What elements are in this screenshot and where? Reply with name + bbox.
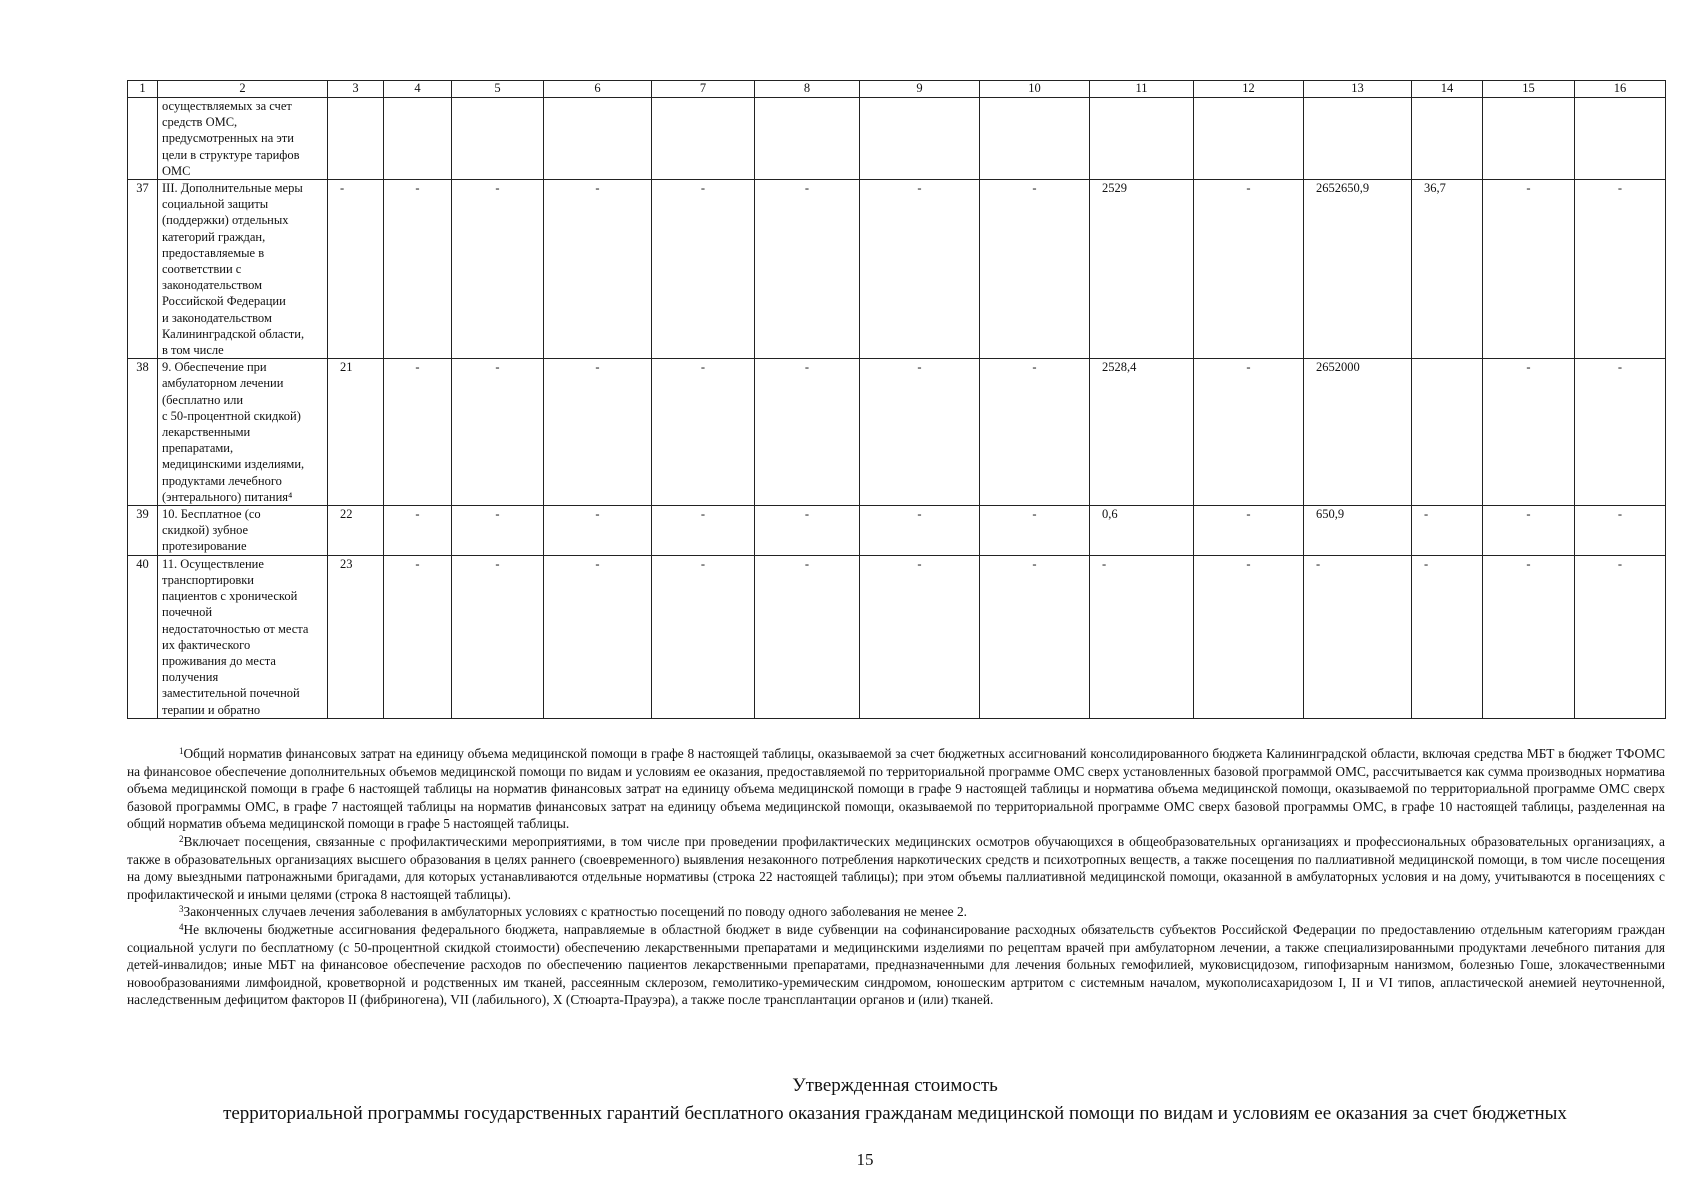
- table-cell: -: [452, 180, 544, 359]
- column-header: 11: [1090, 81, 1194, 98]
- table-cell: -: [1412, 506, 1483, 556]
- column-header: 5: [452, 81, 544, 98]
- footnote: [127, 921, 1665, 1009]
- table-cell: -: [384, 180, 452, 359]
- table-cell: [1483, 98, 1575, 180]
- table-cell: -: [1575, 506, 1666, 556]
- table-cell: -: [1412, 555, 1483, 718]
- footnote-mark: 4: [179, 921, 184, 932]
- table-cell: -: [1575, 359, 1666, 506]
- table-cell: -: [755, 359, 860, 506]
- column-header: 7: [652, 81, 755, 98]
- footnote: [127, 833, 1665, 903]
- table-cell: -: [544, 555, 652, 718]
- table-cell: -: [384, 359, 452, 506]
- table-cell: -: [1575, 180, 1666, 359]
- column-header: 6: [544, 81, 652, 98]
- table-cell: -: [452, 506, 544, 556]
- table-cell: [755, 98, 860, 180]
- footnote-text: Законченных случаев лечения заболевания в амбулаторных условиях с кратностью посещений по поводу одного заболевания не менее 2.: [183, 904, 968, 920]
- table-row: [128, 98, 1666, 180]
- column-header: 3: [328, 81, 384, 98]
- data-table: [127, 80, 1666, 719]
- table-cell: -: [652, 359, 755, 506]
- table-header-row: [128, 81, 1666, 98]
- column-header: 9: [860, 81, 980, 98]
- table-cell: -: [755, 555, 860, 718]
- section-heading: Утвержденная стоимость: [792, 1075, 998, 1096]
- table-row: [128, 180, 1666, 359]
- table-cell: -: [452, 555, 544, 718]
- table-cell: -: [652, 180, 755, 359]
- table-cell: -: [1575, 555, 1666, 718]
- footnote-mark: 1: [179, 746, 184, 756]
- footnote-text: Включает посещения, связанные с профилактическими мероприятиями, в том числе при проведении профилактических медицинских осмотров обучающихся в общеобразовательных организациях и профессиональных образовательных организациях, а также в образовательных организациях высшего образования в целях раннего (своевременного) выявления незаконного потребления наркотических средств и психотропных веществ, а также посещения по паллиативной медицинской помощи, в том числе посещения на дому выездными патронажными бригадами, для которых устанавливаются отдельные нормативы (строка 22 настоящей таблицы); при этом объемы паллиативной медицинской помощи, оказанной в амбулаторных условия и на дому, учитываются в посещениях с профилактической и иными целями (строка 8 настоящей таблицы).: [127, 833, 1665, 902]
- table-cell: [652, 98, 755, 180]
- table-cell: -: [652, 506, 755, 556]
- table-cell: [328, 98, 384, 180]
- row-number-cell: 38: [128, 359, 158, 506]
- table-cell: [1194, 98, 1304, 180]
- table-cell: 21: [328, 359, 384, 506]
- table-cell: -: [860, 180, 980, 359]
- footnote: [127, 903, 1665, 921]
- table-cell: [980, 98, 1090, 180]
- table-row: [128, 506, 1666, 556]
- row-name-cell: 11. Осуществление транспортировки пациентов с хронической почечной недостаточностью от места их фактического проживания до места получения заместительной почечной терапии и обратно: [158, 555, 328, 718]
- row-number-cell: [128, 98, 158, 180]
- footnote-mark: 2: [179, 833, 184, 844]
- row-name-cell: III. Дополнительные меры социальной защиты (поддержки) отдельных категорий граждан, предоставляемые в соответствии с законодательством Российской Федерации и законодательством Калининградской области, в том числе: [158, 180, 328, 359]
- table-cell: [1412, 98, 1483, 180]
- table-cell: -: [980, 555, 1090, 718]
- column-header: 14: [1412, 81, 1483, 98]
- table-cell: 2652650,9: [1304, 180, 1412, 359]
- row-number-cell: 37: [128, 180, 158, 359]
- table-cell: -: [1483, 180, 1575, 359]
- table-cell: 650,9: [1304, 506, 1412, 556]
- footnote-text: Не включены бюджетные ассигнования федерального бюджета, направляемые в областной бюджет в виде субвенции на софинансирование расходных обязательств субъектов Российской Федерации по предоставлению отдельным категориям граждан социальной услуги по бесплатному (с 50-процентной скидкой стоимости) обеспечению лекарственными препаратами и медицинскими изделиями по рецептам врачей при амбулаторном лечении, а также специализированными продуктами лечебного питания для детей-инвалидов; иные МБТ на финансовое обеспечение расходов по обеспечению пациентов лекарственными препаратами, предназначенными для лечения больных гемофилией, муковисцидозом, гипофизарным нанизмом, болезнью Гоше, злокачественными новообразованиями лимфоидной, кроветворной и родственных им тканей, рассеянным склерозом, гемолитико-уремическим синдромом, юношеским артритом с системным началом, мукополисахаридозом I, II и VI типов, апластической анемией неуточненной, наследственным дефицитом факторов II (фибриногена), VII (лабильного), X (Стюарта-Прауэра), а также после трансплантации органов и (или) тканей.: [127, 921, 1665, 1008]
- table-cell: [544, 98, 652, 180]
- table-cell: 22: [328, 506, 384, 556]
- table-cell: -: [980, 506, 1090, 556]
- table-cell: -: [544, 359, 652, 506]
- table-body: [128, 98, 1666, 719]
- table-cell: -: [384, 506, 452, 556]
- table-cell: 2529: [1090, 180, 1194, 359]
- table-cell: 36,7: [1412, 180, 1483, 359]
- table-cell: [452, 98, 544, 180]
- column-header: 15: [1483, 81, 1575, 98]
- column-header: 16: [1575, 81, 1666, 98]
- table-cell: [860, 98, 980, 180]
- table-row: [128, 359, 1666, 506]
- column-header: 4: [384, 81, 452, 98]
- table-cell: 2528,4: [1090, 359, 1194, 506]
- table-cell: [384, 98, 452, 180]
- table-cell: -: [1483, 506, 1575, 556]
- table-cell: -: [860, 506, 980, 556]
- footnote-text: Общий норматив финансовых затрат на единицу объема медицинской помощи в графе 8 настоящей таблицы, оказываемой за счет бюджетных ассигнований консолидированного бюджета Калининградской области, включая средства МБТ в бюджет ТФОМС на финансовое обеспечение дополнительных объемов медицинской помощи по видам и условиям ее оказания, предоставляемой по территориальной программе ОМС сверх установленных базовой программой ОМС, рассчитывается как сумма производных норматива объема медицинской помощи в графе 6 настоящей таблицы на норматив финансовых затрат на единицу объема медицинской помощи в графе 9 настоящей таблицы и норматива объема медицинской помощи, оказываемой по территориальной программе ОМС сверх базовой программы ОМС, в графе 7 настоящей таблицы на норматив финансовых затрат на единицу объема медицинской помощи, оказываемой по территориальной программе ОМС сверх базовой программы ОМС, в графе 10 настоящей таблицы, разделенная на общий норматив объема медицинской помощи в графе 5 настоящей таблицы.: [127, 746, 1665, 832]
- footnote-mark: 3: [179, 904, 184, 915]
- table-cell: -: [1194, 555, 1304, 718]
- table-cell: -: [384, 555, 452, 718]
- section-subheading: территориальной программы государственных гарантий бесплатного оказания гражданам медицинской помощи по видам и условиям ее оказания за счет бюджетных: [223, 1103, 1567, 1124]
- table-cell: -: [1194, 506, 1304, 556]
- table-cell: [1090, 98, 1194, 180]
- table-cell: -: [1194, 180, 1304, 359]
- table-cell: -: [1090, 555, 1194, 718]
- row-name-cell: 9. Обеспечение при амбулаторном лечении (бесплатно или с 50-процентной скидкой) лекарственными препаратами, медицинскими изделиями, продуктами лечебного (энтерального) питания⁴: [158, 359, 328, 506]
- table-cell: [1304, 98, 1412, 180]
- column-header: 8: [755, 81, 860, 98]
- table-cell: -: [755, 180, 860, 359]
- table-cell: -: [452, 359, 544, 506]
- row-number-cell: 39: [128, 506, 158, 556]
- table-cell: 2652000: [1304, 359, 1412, 506]
- table-cell: -: [980, 180, 1090, 359]
- table-cell: -: [860, 359, 980, 506]
- table-cell: -: [860, 555, 980, 718]
- footnotes: [127, 745, 1665, 1009]
- row-name-cell: осуществляемых за счет средств ОМС, предусмотренных на эти цели в структуре тарифов ОМС: [158, 98, 328, 180]
- row-number-cell: 40: [128, 555, 158, 718]
- table-cell: -: [980, 359, 1090, 506]
- table-cell: 0,6: [1090, 506, 1194, 556]
- table-row: [128, 555, 1666, 718]
- table-cell: [1412, 359, 1483, 506]
- row-name-cell: 10. Бесплатное (со скидкой) зубное протезирование: [158, 506, 328, 556]
- table-cell: -: [755, 506, 860, 556]
- table-cell: -: [1483, 555, 1575, 718]
- column-header: 10: [980, 81, 1090, 98]
- column-header: 1: [128, 81, 158, 98]
- table-cell: -: [1304, 555, 1412, 718]
- table-cell: -: [652, 555, 755, 718]
- table-cell: [1575, 98, 1666, 180]
- table-cell: 23: [328, 555, 384, 718]
- table-cell: -: [544, 180, 652, 359]
- table-cell: -: [1483, 359, 1575, 506]
- table-cell: -: [328, 180, 384, 359]
- column-header: 2: [158, 81, 328, 98]
- table-cell: -: [544, 506, 652, 556]
- column-header: 13: [1304, 81, 1412, 98]
- page-number: 15: [856, 1150, 874, 1169]
- footnote: [127, 745, 1665, 833]
- column-header: 12: [1194, 81, 1304, 98]
- table-cell: -: [1194, 359, 1304, 506]
